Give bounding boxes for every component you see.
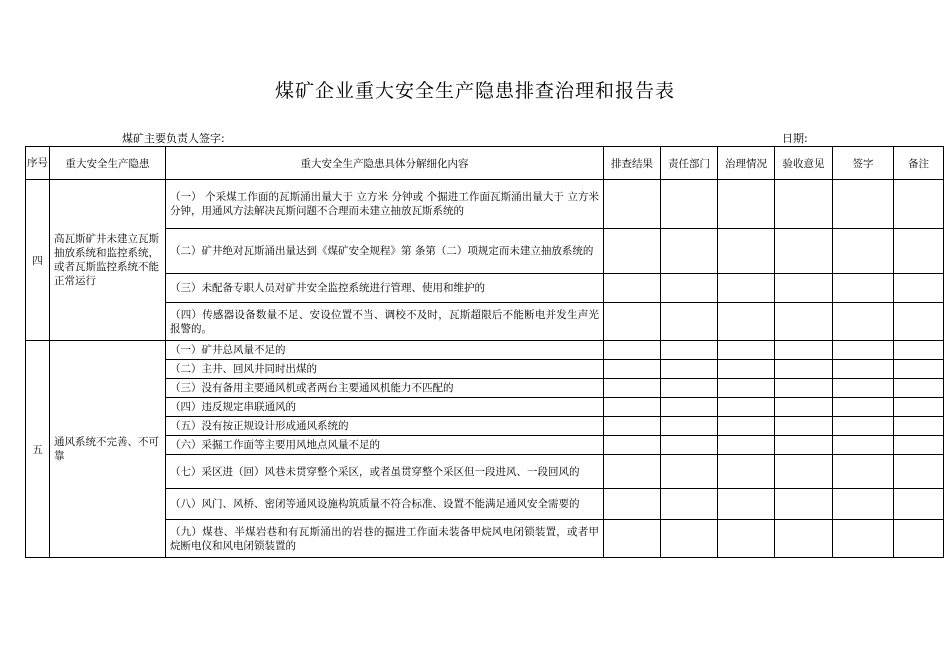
treatment-cell[interactable] — [718, 341, 775, 360]
result-cell[interactable] — [604, 303, 661, 341]
result-cell[interactable] — [604, 229, 661, 274]
detail-item: （一）矿井总风量不足的 — [166, 341, 604, 360]
department-cell[interactable] — [661, 455, 718, 489]
signature-cell[interactable] — [833, 274, 894, 303]
remarks-cell[interactable] — [894, 341, 944, 360]
acceptance-cell[interactable] — [775, 274, 833, 303]
signature-cell[interactable] — [833, 436, 894, 455]
detail-item: （二）矿井绝对瓦斯涌出量达到《煤矿安全规程》第 条第（二）项规定而未建立抽放系统的 — [166, 229, 604, 274]
department-cell[interactable] — [661, 360, 718, 379]
remarks-cell[interactable] — [894, 360, 944, 379]
signature-cell[interactable] — [833, 455, 894, 489]
signature-cell[interactable] — [833, 229, 894, 274]
detail-item: （三）没有备用主要通风机或者两台主要通风机能力不匹配的 — [166, 379, 604, 398]
signature-cell[interactable] — [833, 360, 894, 379]
header-remarks: 备注 — [894, 147, 944, 180]
department-cell[interactable] — [661, 379, 718, 398]
table-row — [26, 180, 944, 229]
remarks-cell[interactable] — [894, 455, 944, 489]
header-result: 排查结果 — [604, 147, 661, 180]
hazard-table — [25, 146, 944, 558]
header-hazard: 重大安全生产隐患 — [50, 147, 166, 180]
header-row — [26, 147, 944, 180]
signature-cell[interactable] — [833, 379, 894, 398]
acceptance-cell[interactable] — [775, 360, 833, 379]
treatment-cell[interactable] — [718, 229, 775, 274]
hazard-category: 高瓦斯矿井未建立瓦斯抽放系统和监控系统，或者瓦斯监控系统不能正常运行 — [50, 180, 166, 341]
acceptance-cell[interactable] — [775, 489, 833, 520]
remarks-cell[interactable] — [894, 303, 944, 341]
remarks-cell[interactable] — [894, 436, 944, 455]
group-index: 四 — [26, 180, 50, 341]
header-detail: 重大安全生产隐患具体分解细化内容 — [166, 147, 604, 180]
result-cell[interactable] — [604, 417, 661, 436]
acceptance-cell[interactable] — [775, 436, 833, 455]
remarks-cell[interactable] — [894, 229, 944, 274]
acceptance-cell[interactable] — [775, 417, 833, 436]
department-cell[interactable] — [661, 489, 718, 520]
detail-item: （六）采掘工作面等主要用风地点风量不足的 — [166, 436, 604, 455]
department-cell[interactable] — [661, 303, 718, 341]
detail-item: （七）采区进（回）风巷未贯穿整个采区，或者虽贯穿整个采区但一段进风、一段回风的 — [166, 455, 604, 489]
treatment-cell[interactable] — [718, 520, 775, 558]
header-index: 序号 — [26, 147, 50, 180]
treatment-cell[interactable] — [718, 489, 775, 520]
result-cell[interactable] — [604, 436, 661, 455]
signature-cell[interactable] — [833, 398, 894, 417]
result-cell[interactable] — [604, 180, 661, 229]
department-cell[interactable] — [661, 436, 718, 455]
department-cell[interactable] — [661, 180, 718, 229]
result-cell[interactable] — [604, 274, 661, 303]
acceptance-cell[interactable] — [775, 303, 833, 341]
remarks-cell[interactable] — [894, 398, 944, 417]
result-cell[interactable] — [604, 341, 661, 360]
treatment-cell[interactable] — [718, 180, 775, 229]
acceptance-cell[interactable] — [775, 341, 833, 360]
remarks-cell[interactable] — [894, 379, 944, 398]
signature-cell[interactable] — [833, 489, 894, 520]
acceptance-cell[interactable] — [775, 180, 833, 229]
hazard-category: 通风系统不完善、不可靠 — [50, 341, 166, 558]
remarks-cell[interactable] — [894, 520, 944, 558]
acceptance-cell[interactable] — [775, 520, 833, 558]
remarks-cell[interactable] — [894, 274, 944, 303]
acceptance-cell[interactable] — [775, 229, 833, 274]
acceptance-cell[interactable] — [775, 379, 833, 398]
page-title: 煤矿企业重大安全生产隐患排查治理和报告表 — [274, 80, 675, 102]
department-cell[interactable] — [661, 398, 718, 417]
result-cell[interactable] — [604, 455, 661, 489]
department-cell[interactable] — [661, 229, 718, 274]
result-cell[interactable] — [604, 379, 661, 398]
detail-item: （三）未配备专职人员对矿井安全监控系统进行管理、使用和维护的 — [166, 274, 604, 303]
treatment-cell[interactable] — [718, 455, 775, 489]
header-acceptance: 验收意见 — [775, 147, 833, 180]
treatment-cell[interactable] — [718, 398, 775, 417]
treatment-cell[interactable] — [718, 436, 775, 455]
department-cell[interactable] — [661, 417, 718, 436]
result-cell[interactable] — [604, 489, 661, 520]
result-cell[interactable] — [604, 360, 661, 379]
treatment-cell[interactable] — [718, 379, 775, 398]
department-cell[interactable] — [661, 274, 718, 303]
acceptance-cell[interactable] — [775, 398, 833, 417]
detail-item: （九）煤巷、半煤岩巷和有瓦斯涌出的岩巷的掘进工作面未装备甲烷风电闭锁装置，或者甲烷断电仪和风电闭锁装置的 — [166, 520, 604, 558]
treatment-cell[interactable] — [718, 360, 775, 379]
remarks-cell[interactable] — [894, 417, 944, 436]
signature-cell[interactable] — [833, 341, 894, 360]
detail-item: （一） 个采煤工作面的瓦斯涌出量大于 立方米 分钟或 个掘进工作面瓦斯涌出量大于 立方米 分钟，用通风方法解决瓦斯问题不合理而未建立抽放瓦斯系统的 — [166, 180, 604, 229]
treatment-cell[interactable] — [718, 303, 775, 341]
header-treatment: 治理情况 — [718, 147, 775, 180]
detail-item: （四）传感器设备数量不足、安设位置不当、调校不及时，瓦斯超限后不能断电并发生声光报警的。 — [166, 303, 604, 341]
department-cell[interactable] — [661, 341, 718, 360]
remarks-cell[interactable] — [894, 180, 944, 229]
remarks-cell[interactable] — [894, 489, 944, 520]
detail-item: （四）违反规定串联通风的 — [166, 398, 604, 417]
acceptance-cell[interactable] — [775, 455, 833, 489]
detail-item: （八）风门、风桥、密闭等通风设施构筑质量不符合标准、设置不能满足通风安全需要的 — [166, 489, 604, 520]
treatment-cell[interactable] — [718, 274, 775, 303]
table-row — [26, 341, 944, 360]
signature-cell[interactable] — [833, 180, 894, 229]
result-cell[interactable] — [604, 520, 661, 558]
detail-item: （二）主井、回风井同时出煤的 — [166, 360, 604, 379]
treatment-cell[interactable] — [718, 417, 775, 436]
signature-cell[interactable] — [833, 303, 894, 341]
group-index: 五 — [26, 341, 50, 558]
signature-cell[interactable] — [833, 417, 894, 436]
signature-cell[interactable] — [833, 520, 894, 558]
header-signature: 签字 — [833, 147, 894, 180]
date-label: 日期: — [782, 132, 808, 145]
detail-item: （五）没有按正规设计形成通风系统的 — [166, 417, 604, 436]
department-cell[interactable] — [661, 520, 718, 558]
header-department: 责任部门 — [661, 147, 718, 180]
signature-label: 煤矿主要负责人签字: — [122, 132, 225, 145]
result-cell[interactable] — [604, 398, 661, 417]
